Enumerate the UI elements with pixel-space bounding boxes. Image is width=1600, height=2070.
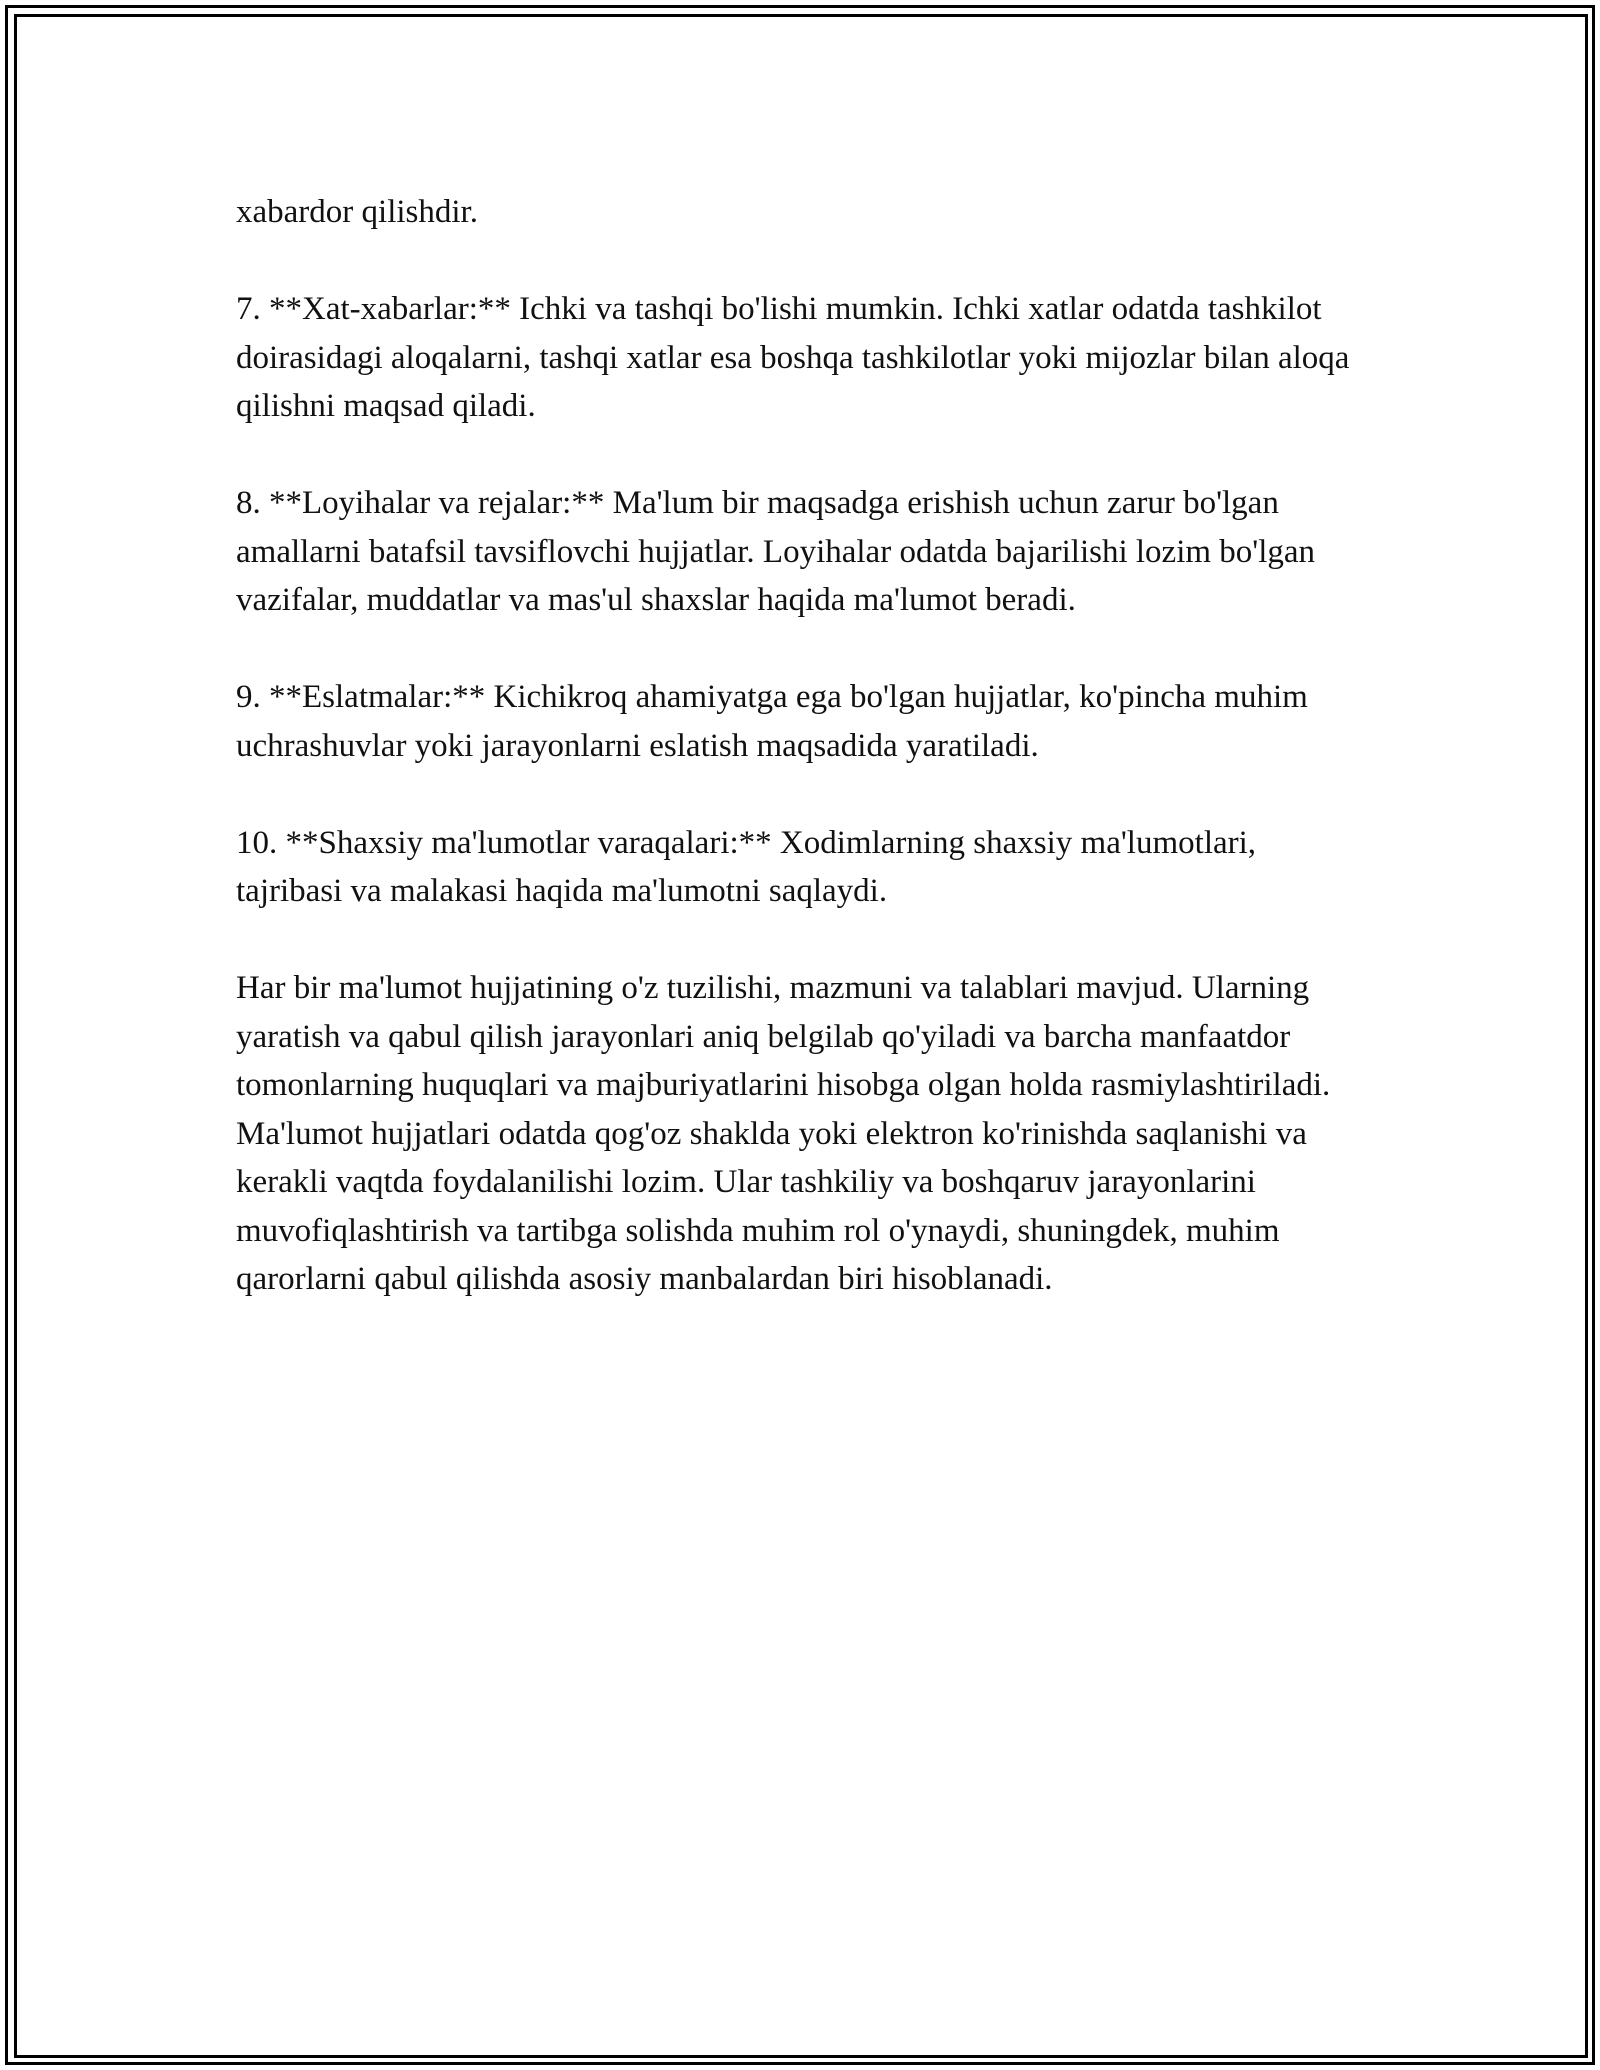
list-item-label: 10. **Shaxsiy ma'lumotlar varaqalari:** xyxy=(236,824,772,861)
paragraph-text: Har bir ma'lumot hujjatining o'z tuzilishi, mazmuni va talablari mavjud. Ularning yaratish va qabul qilish jarayonlari aniq belgilab qo'yiladi va barcha manfaatdor tomonlarning huquqlari va majburiyatlarini hisobga olgan holda rasmiylashtiriladi. Ma'lumot hujjatlari odatda qog'oz shaklda yoki elektron ko'rinishda saqlanishi va kerakli vaqtda foydalanilishi lozim. Ular tashkiliy va boshqaruv jarayonlarini muvofiqlashtirish va tartibga solishda muhim rol o'ynaydi, shuningdek, muhim qarorlarni qabul qilishda asosiy manbalardan biri hisoblanadi. xyxy=(236,970,1331,1297)
summary-paragraph xyxy=(236,964,1366,1304)
list-item-text: Xodimlarning shaxsiy ma'lumotlari, tajribasi va malakasi haqida ma'lumotni saqlaydi. xyxy=(236,824,1257,909)
paragraph-continuation xyxy=(236,188,1366,237)
list-item-8 xyxy=(236,479,1366,625)
list-item-label: 8. **Loyihalar va rejalar:** xyxy=(236,485,605,521)
document-body xyxy=(236,188,1366,1352)
list-item-text: Ichki va tashqi bo'lishi mumkin. Ichki xatlar odatda tashkilot doirasidagi aloqalarni, tashqi xatlar esa boshqa tashkilotlar yoki mijozlar bilan aloqa qilishni maqsad qiladi. xyxy=(236,291,1350,424)
list-item-label: 9. **Eslatmalar:** xyxy=(236,679,486,715)
list-item-text: Ma'lum bir maqsadga erishish uchun zarur bo'lgan amallarni batafsil tavsiflovchi hujjatlar. Loyihalar odatda bajarilishi lozim bo'lgan vazifalar, muddatlar va mas'ul shaxslar haqida ma'lumot beradi. xyxy=(236,485,1316,618)
list-item-text: Kichikroq ahamiyatga ega bo'lgan hujjatlar, ko'pincha muhim uchrashuvlar yoki jarayonlarni eslatish maqsadida yaratiladi. xyxy=(236,679,1308,764)
list-item-label: 7. **Xat-xabarlar:** xyxy=(236,291,511,327)
list-item-10 xyxy=(236,819,1366,916)
paragraph-text: xabardor qilishdir. xyxy=(236,194,478,230)
list-item-9 xyxy=(236,673,1366,770)
list-item-7 xyxy=(236,285,1366,431)
